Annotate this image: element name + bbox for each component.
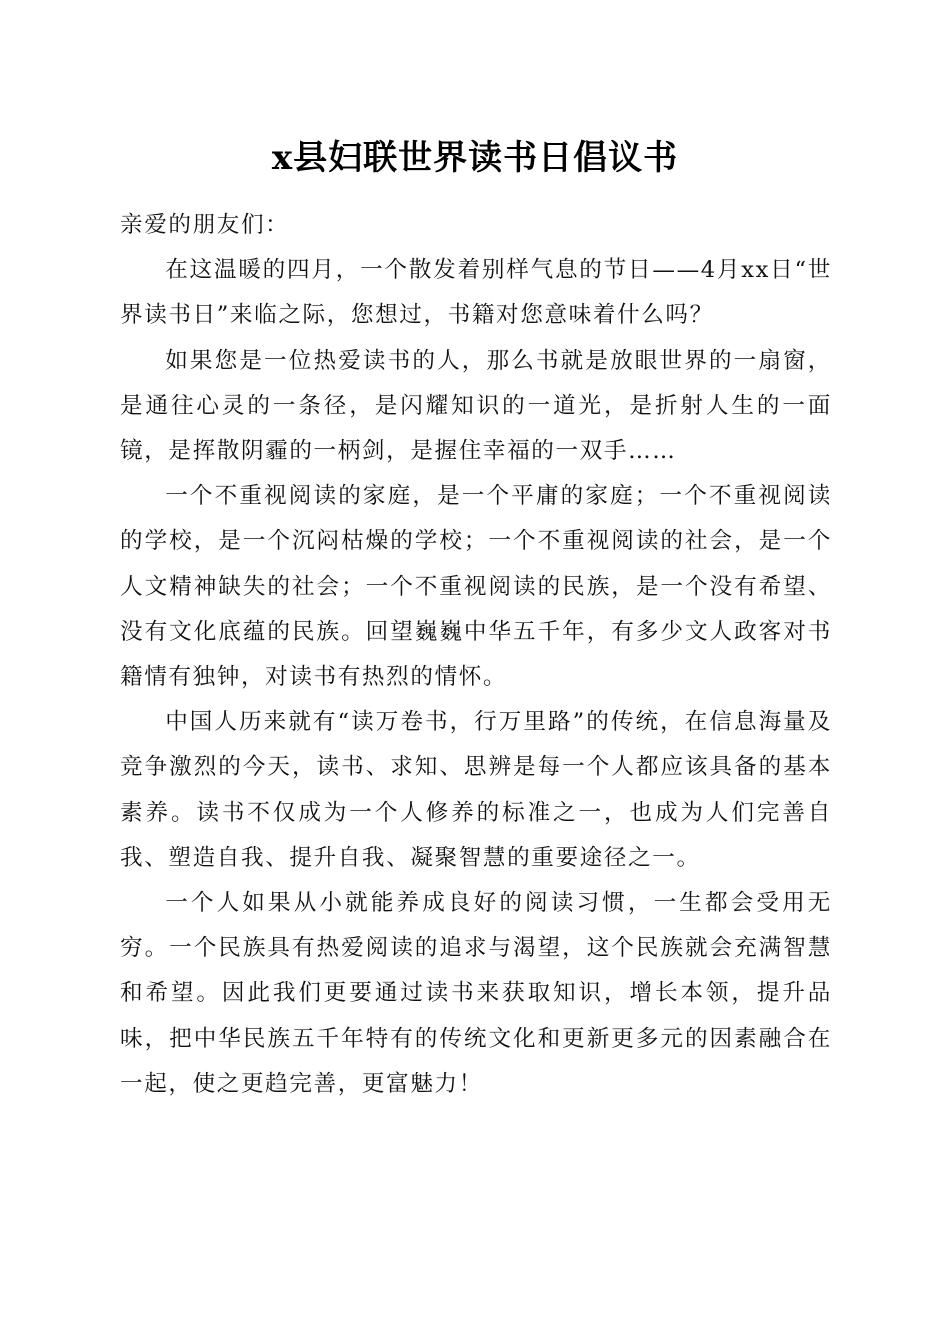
paragraph-5: 一个人如果从小就能养成良好的阅读习惯，一生都会受用无穷。一个民族具有热爱阅读的追求与渴望，这个民族就会充满智慧和希望。因此我们更要通过读书来获取知识，增长本领，提升品味，把中华民族五千年特有的传统文化和更新更多元的因素融合在一起，使之更趋完善，更富魅力！ [120,890,832,1097]
document-title: x县妇联世界读书日倡议书 [271,138,679,178]
paragraph-1: 在这温暖的四月，一个散发着别样气息的节日——4月xx日“世界读书日”来临之际，您想过，书籍对您意味着什么吗？ [120,257,832,329]
document-body [120,203,832,1107]
paragraph-2: 如果您是一位热爱读书的人，那么书就是放眼世界的一扇窗，是通往心灵的一条径，是闪耀知识的一道光，是折射人生的一面镜，是挥散阴霾的一柄剑，是握住幸福的一双手…… [120,347,832,465]
paragraph-4: 中国人历来就有“读万卷书，行万里路”的传统，在信息海量及竞争激烈的今天，读书、求知、思辨是每一个人都应该具备的基本素养。读书不仅成为一个人修养的标准之一，也成为人们完善自我、塑造自我、提升自我、凝聚智慧的重要途径之一。 [120,709,832,871]
salutation: 亲爱的朋友们： [120,212,290,238]
paragraph-3: 一个不重视阅读的家庭，是一个平庸的家庭；一个不重视阅读的学校，是一个沉闷枯燥的学校；一个不重视阅读的社会，是一个人文精神缺失的社会；一个不重视阅读的民族，是一个没有希望、没有文化底蕴的民族。回望巍巍中华五千年，有多少文人政客对书籍情有独钟，对读书有热烈的情怀。 [120,483,832,691]
